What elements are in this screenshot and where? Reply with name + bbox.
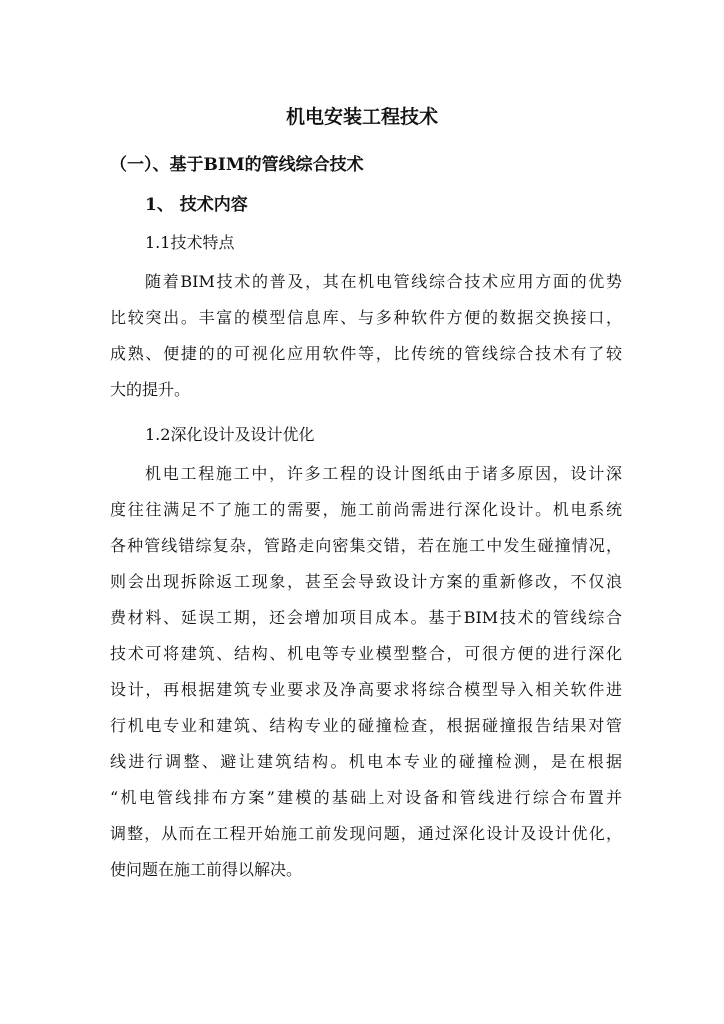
paragraph-line: 调整，从而在工程开始施工前发现问题，通过深化设计及设计优化，: [110, 824, 622, 843]
subsection-heading: 1、 技术内容: [145, 195, 248, 215]
paragraph-tech-features: [110, 264, 622, 408]
document-title: 机电安装工程技术: [285, 106, 438, 128]
paragraph-line: 度往往满足不了施工的需要，施工前尚需进行深化设计。机电系统: [110, 500, 622, 519]
paragraph-line: 大的提升。: [110, 380, 191, 399]
paragraph-line: 各种管线错综复杂，管路走向密集交错，若在施工中发生碰撞情况，: [110, 536, 622, 555]
paragraph-line: 设计，再根据建筑专业要求及净高要求将综合模型导入相关软件进: [110, 680, 622, 699]
paragraph-line: 使问题在施工前得以解决。: [110, 860, 303, 879]
item-heading-1-1: 1.1技术特点: [145, 233, 235, 252]
paragraph-line: 则会出现拆除返工现象，甚至会导致设计方案的重新修改，不仅浪: [110, 572, 622, 591]
paragraph-line: 行机电专业和建筑、结构专业的碰撞检查，根据碰撞报告结果对管: [110, 716, 622, 735]
paragraph-design-optimization: [110, 456, 622, 888]
paragraph-line: “机电管线排布方案”建模的基础上对设备和管线进行综合布置并: [110, 788, 622, 807]
paragraph-line: 技术可将建筑、结构、机电等专业模型整合，可很方便的进行深化: [110, 644, 622, 663]
paragraph-line: 费材料、延误工期，还会增加项目成本。基于BIM技术的管线综合: [110, 608, 622, 627]
paragraph-line: 机电工程施工中，许多工程的设计图纸由于诸多原因，设计深: [145, 464, 622, 483]
paragraph-line: 随着BIM技术的普及，其在机电管线综合技术应用方面的优势: [145, 272, 622, 291]
item-heading-1-2: 1.2深化设计及设计优化: [145, 425, 315, 444]
paragraph-line: 成熟、便捷的的可视化应用软件等，比传统的管线综合技术有了较: [110, 344, 622, 363]
paragraph-line: 线进行调整、避让建筑结构。机电本专业的碰撞检测，是在根据: [110, 752, 622, 771]
section-heading: （一）、基于BIM的管线综合技术: [110, 155, 364, 175]
paragraph-line: 比较突出。丰富的模型信息库、与多种软件方便的数据交换接口，: [110, 308, 622, 327]
